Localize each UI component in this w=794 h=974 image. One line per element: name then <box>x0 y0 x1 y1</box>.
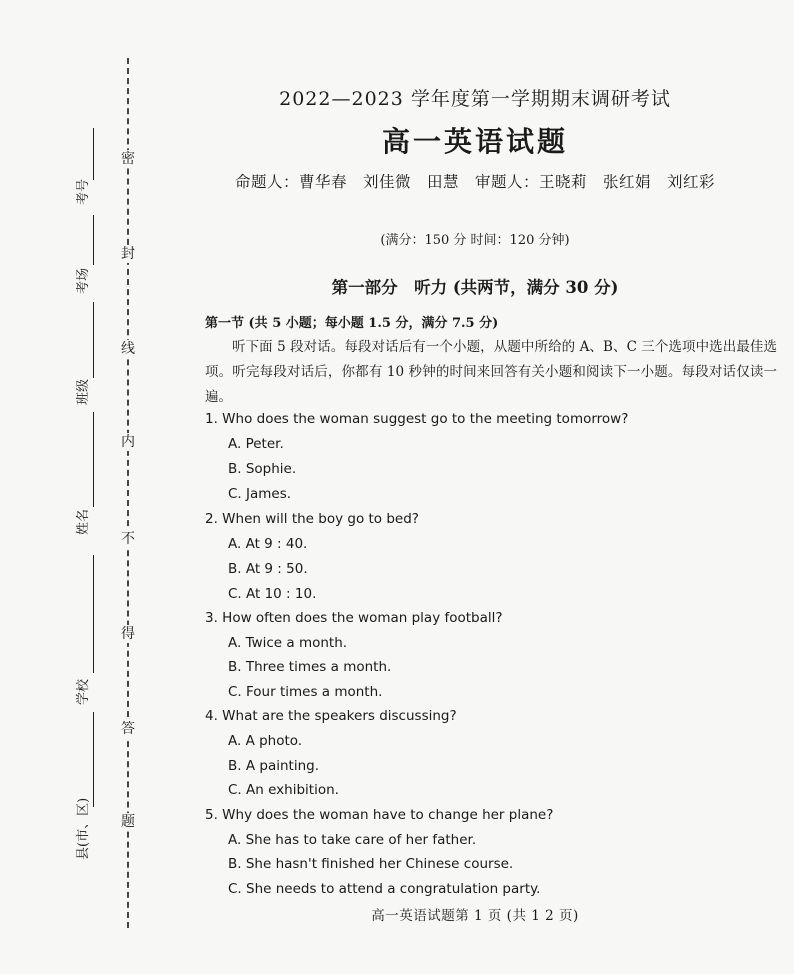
section-title: 第一节 (共 5 小题；每小题 1.5 分，满分 7.5 分) <box>205 316 499 331</box>
line-exam-no[interactable] <box>93 128 94 180</box>
seal-char-mi: 密 <box>121 151 135 167</box>
q3-option-b[interactable]: B. Three times a month. <box>228 659 392 675</box>
part-subtitle: (共两节，满分 30 分) <box>452 278 619 297</box>
seal-char-nei: 内 <box>121 434 135 450</box>
line-class[interactable] <box>93 302 94 378</box>
exam-title: 2022—2023 学年度第一学期期末调研考试 <box>279 88 671 110</box>
line-school[interactable] <box>93 555 94 673</box>
part-title: 第一部分 听力 <box>331 278 448 297</box>
q1-option-b[interactable]: B. Sophie. <box>228 461 297 477</box>
label-exam-room: 考场 <box>76 267 91 294</box>
line-county[interactable] <box>93 712 94 807</box>
q1-option-c[interactable]: C. James. <box>228 486 292 502</box>
line-exam-room[interactable] <box>93 215 94 265</box>
q5-option-a[interactable]: A. She has to take care of her father. <box>228 832 477 848</box>
q2-option-a[interactable]: A. At 9 : 40. <box>228 536 308 552</box>
section-instructions: 听下面 5 段对话。每段对话后有一个小题，从题中所给的 A、B、C 三个选项中选出最佳选项。听完每段对话后，你都有 10 秒钟的时间来回答有关小题和阅读下一小题。每段对话仅读一遍。 <box>205 339 777 405</box>
q4-option-c[interactable]: C. An exhibition. <box>228 782 339 798</box>
label-county: 县(市、区) <box>76 797 91 860</box>
q4-option-b[interactable]: B. A painting. <box>228 758 319 774</box>
line-name[interactable] <box>93 412 94 507</box>
label-exam-no: 考号 <box>76 178 91 205</box>
seal-char-da: 答 <box>121 721 135 737</box>
seal-char-xian: 线 <box>121 341 135 357</box>
question-4: 4. What are the speakers discussing? <box>205 708 457 724</box>
question-3: 3. How often does the woman play football? <box>205 610 503 626</box>
q3-option-c[interactable]: C. Four times a month. <box>228 684 383 700</box>
q2-option-c[interactable]: C. At 10 : 10. <box>228 586 317 602</box>
seal-char-bu: 不 <box>121 531 135 547</box>
seal-char-de: 得 <box>121 626 135 642</box>
q3-option-a[interactable]: A. Twice a month. <box>228 635 348 651</box>
label-name: 姓名 <box>76 508 91 535</box>
seal-char-ti: 题 <box>121 814 135 830</box>
authors-line: 命题人：曹华春 刘佳微 田慧 审题人：王晓莉 张红娟 刘红彩 <box>234 173 715 191</box>
label-class: 班级 <box>76 378 91 405</box>
question-2: 2. When will the boy go to bed? <box>205 511 419 527</box>
seal-char-feng: 封 <box>121 246 135 262</box>
question-5: 5. Why does the woman have to change her plane? <box>205 807 554 823</box>
q2-option-b[interactable]: B. At 9 : 50. <box>228 561 308 577</box>
q5-option-c[interactable]: C. She needs to attend a congratulation party. <box>228 881 541 897</box>
q4-option-a[interactable]: A. A photo. <box>228 733 303 749</box>
subject-title: 高一英语试题 <box>381 125 568 158</box>
question-1: 1. Who does the woman suggest go to the meeting tomorrow? <box>205 411 629 427</box>
q1-option-a[interactable]: A. Peter. <box>228 436 284 452</box>
label-school: 学校 <box>76 678 91 705</box>
q5-option-b[interactable]: B. She hasn't finished her Chinese course. <box>228 856 514 872</box>
page-footer: 高一英语试题第 1 页 (共 1 2 页) <box>371 908 579 924</box>
score-time: (满分：150 分 时间：120 分钟) <box>380 233 570 248</box>
seal-dashed-line <box>127 58 129 928</box>
part-heading <box>195 274 755 298</box>
